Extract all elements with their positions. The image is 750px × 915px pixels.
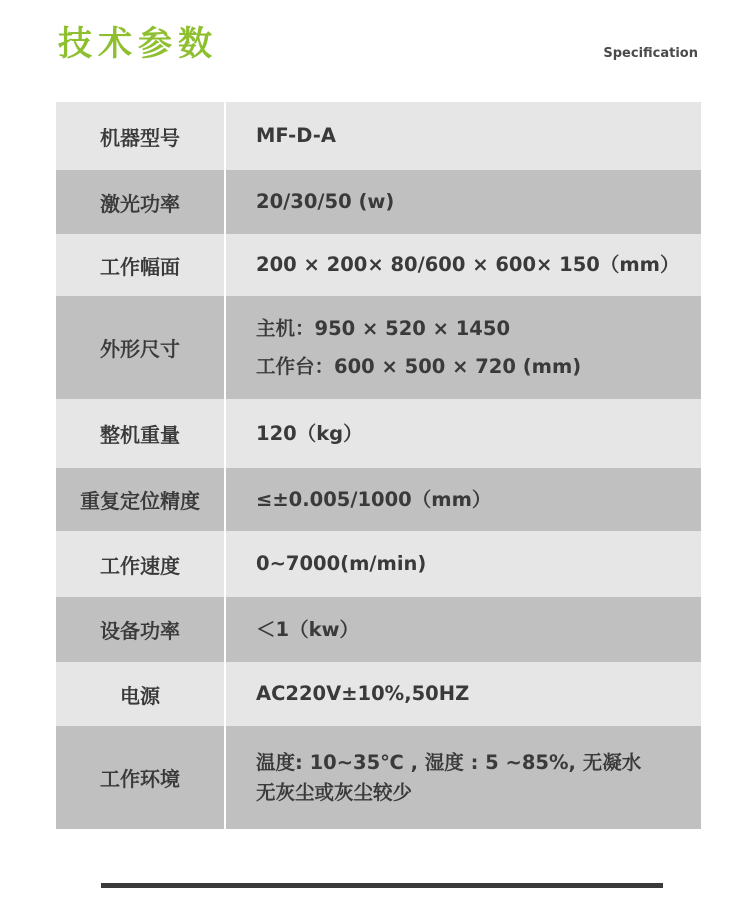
spec-value (226, 468, 701, 531)
spec-label: 外形尺寸 (56, 296, 226, 399)
spec-value-line: 20/30/50 (w) (256, 190, 395, 213)
spec-value (226, 399, 701, 468)
spec-value (226, 234, 701, 296)
spec-row-work-area (56, 234, 701, 296)
spec-label: 工作幅面 (56, 234, 226, 296)
spec-row-environment (56, 726, 701, 829)
spec-value (226, 726, 701, 829)
page-title: 技术参数 (58, 24, 218, 64)
spec-row-device-power (56, 597, 701, 662)
spec-value-line: 工作台：600 × 500 × 720 (mm) (256, 354, 582, 378)
spec-label: 激光功率 (56, 170, 226, 234)
spec-value-line: 200 × 200× 80/600 × 600× 150（mm） (256, 253, 680, 276)
spec-value-line: 120（kg） (256, 421, 363, 445)
spec-value (226, 170, 701, 234)
spec-value-line: ≤±0.005/1000（mm） (256, 487, 492, 511)
spec-row-repeat-accuracy (56, 468, 701, 531)
spec-value-line: MF-D-A (256, 124, 336, 147)
spec-value (226, 531, 701, 597)
bottom-divider (101, 883, 663, 888)
spec-value (226, 102, 701, 170)
spec-label: 电源 (56, 662, 226, 726)
spec-label: 工作环境 (56, 726, 226, 829)
spec-label: 整机重量 (56, 399, 226, 468)
spec-value (226, 662, 701, 726)
spec-label: 重复定位精度 (56, 468, 226, 531)
spec-row-weight (56, 399, 701, 468)
spec-value-line: 无灰尘或灰尘较少 (256, 780, 413, 804)
spec-label: 设备功率 (56, 597, 226, 662)
spec-label: 工作速度 (56, 531, 226, 597)
spec-row-work-speed (56, 531, 701, 597)
spec-value-line: 温度: 10~35℃ , 湿度 : 5 ~85%, 无凝水 (256, 750, 642, 774)
spec-value (226, 597, 701, 662)
spec-row-model (56, 102, 701, 170)
page-subtitle: Specification (603, 46, 698, 61)
spec-value (226, 296, 701, 399)
spec-value-line: 主机：950 × 520 × 1450 (256, 316, 511, 340)
spec-row-dimensions (56, 296, 701, 399)
spec-value-line: ＜1（kw） (256, 617, 360, 641)
spec-value-line: 0~7000(m/min) (256, 552, 427, 575)
spec-label: 机器型号 (56, 102, 226, 170)
spec-value-line: AC220V±10%,50HZ (256, 682, 470, 705)
spec-table (56, 102, 701, 829)
spec-row-laser-power (56, 170, 701, 234)
spec-row-power-supply (56, 662, 701, 726)
